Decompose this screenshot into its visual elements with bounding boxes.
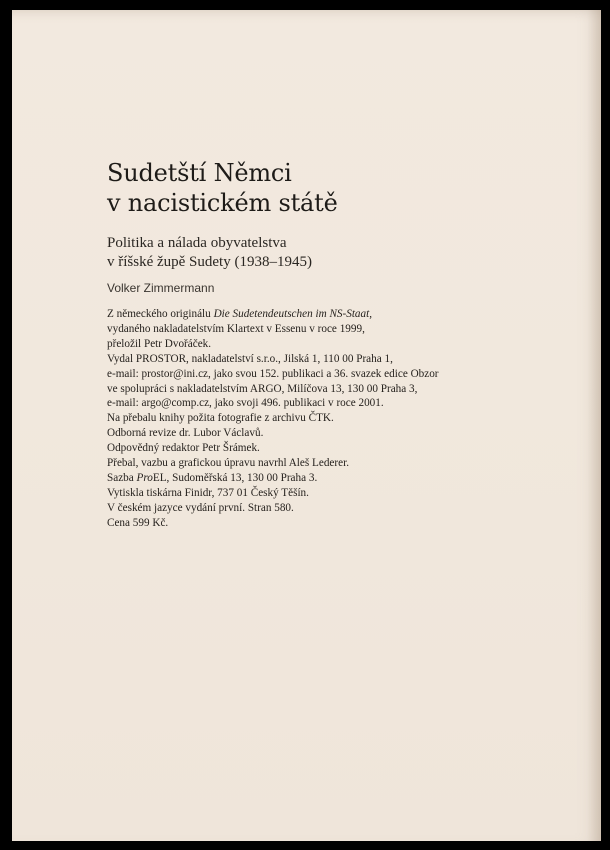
colophon-line: e-mail: argo@comp.cz, jako svoji 496. publikaci v roce 2001. [107, 397, 384, 410]
colophon-line: přeložil Petr Dvořáček. [107, 337, 212, 350]
book-author: Volker Zimmermann [107, 281, 215, 295]
colophon-line: Přebal, vazbu a grafickou úpravu navrhl Aleš Lederer. [107, 457, 349, 470]
colophon-line: Na přebalu knihy požita fotografie z archivu ČTK. [107, 412, 334, 425]
colophon-line: Odpovědný redaktor Petr Šrámek. [107, 442, 260, 455]
colophon-line: V českém jazyce vydání první. Stran 580. [107, 501, 294, 514]
colophon [107, 307, 527, 531]
colophon-line: Odborná revize dr. Lubor Václavů. [107, 427, 264, 440]
colophon-original-suffix: , [369, 308, 373, 320]
colophon-line: e-mail: prostor@ini.cz, jako svou 152. publikaci a 36. svazek edice Obzor [107, 367, 439, 380]
colophon-sazba-suffix: EL, Sudoměřská 13, 130 00 Praha 3. [152, 471, 318, 484]
colophon-line-original [107, 307, 527, 322]
book-subtitle [107, 234, 312, 272]
book-subtitle-line-1: Politika a nálada obyvatelstva [107, 235, 287, 251]
colophon-line: Vydal PROSTOR, nakladatelství s.r.o., Jilská 1, 110 00 Praha 1, [107, 352, 393, 365]
colophon-line: vydaného nakladatelstvím Klartext v Essenu v roce 1999, [107, 322, 365, 335]
book-title [107, 158, 338, 218]
book-title-line-2: v nacistickém státě [107, 189, 338, 217]
colophon-sazba-prefix: Sazba [107, 471, 137, 484]
colophon-line: Vytiskla tiskárna Finidr, 737 01 Český Těšín. [107, 486, 309, 499]
colophon-original-prefix: Z německého originálu [107, 308, 214, 320]
colophon-line: Cena 599 Kč. [107, 516, 169, 529]
book-subtitle-line-2: v říšské župě Sudety (1938–1945) [107, 254, 312, 270]
book-title-line-1: Sudetští Němci [107, 159, 292, 187]
page-edge-shadow [587, 10, 601, 841]
colophon-original-title: Die Sudetendeutschen im NS-Staat [213, 308, 370, 320]
book-page [12, 10, 601, 841]
colophon-line: ve spolupráci s nakladatelstvím ARGO, Milíčova 13, 130 00 Praha 3, [107, 382, 418, 395]
colophon-sazba-italic: Pro [136, 471, 153, 484]
colophon-line-sazba [107, 471, 527, 486]
